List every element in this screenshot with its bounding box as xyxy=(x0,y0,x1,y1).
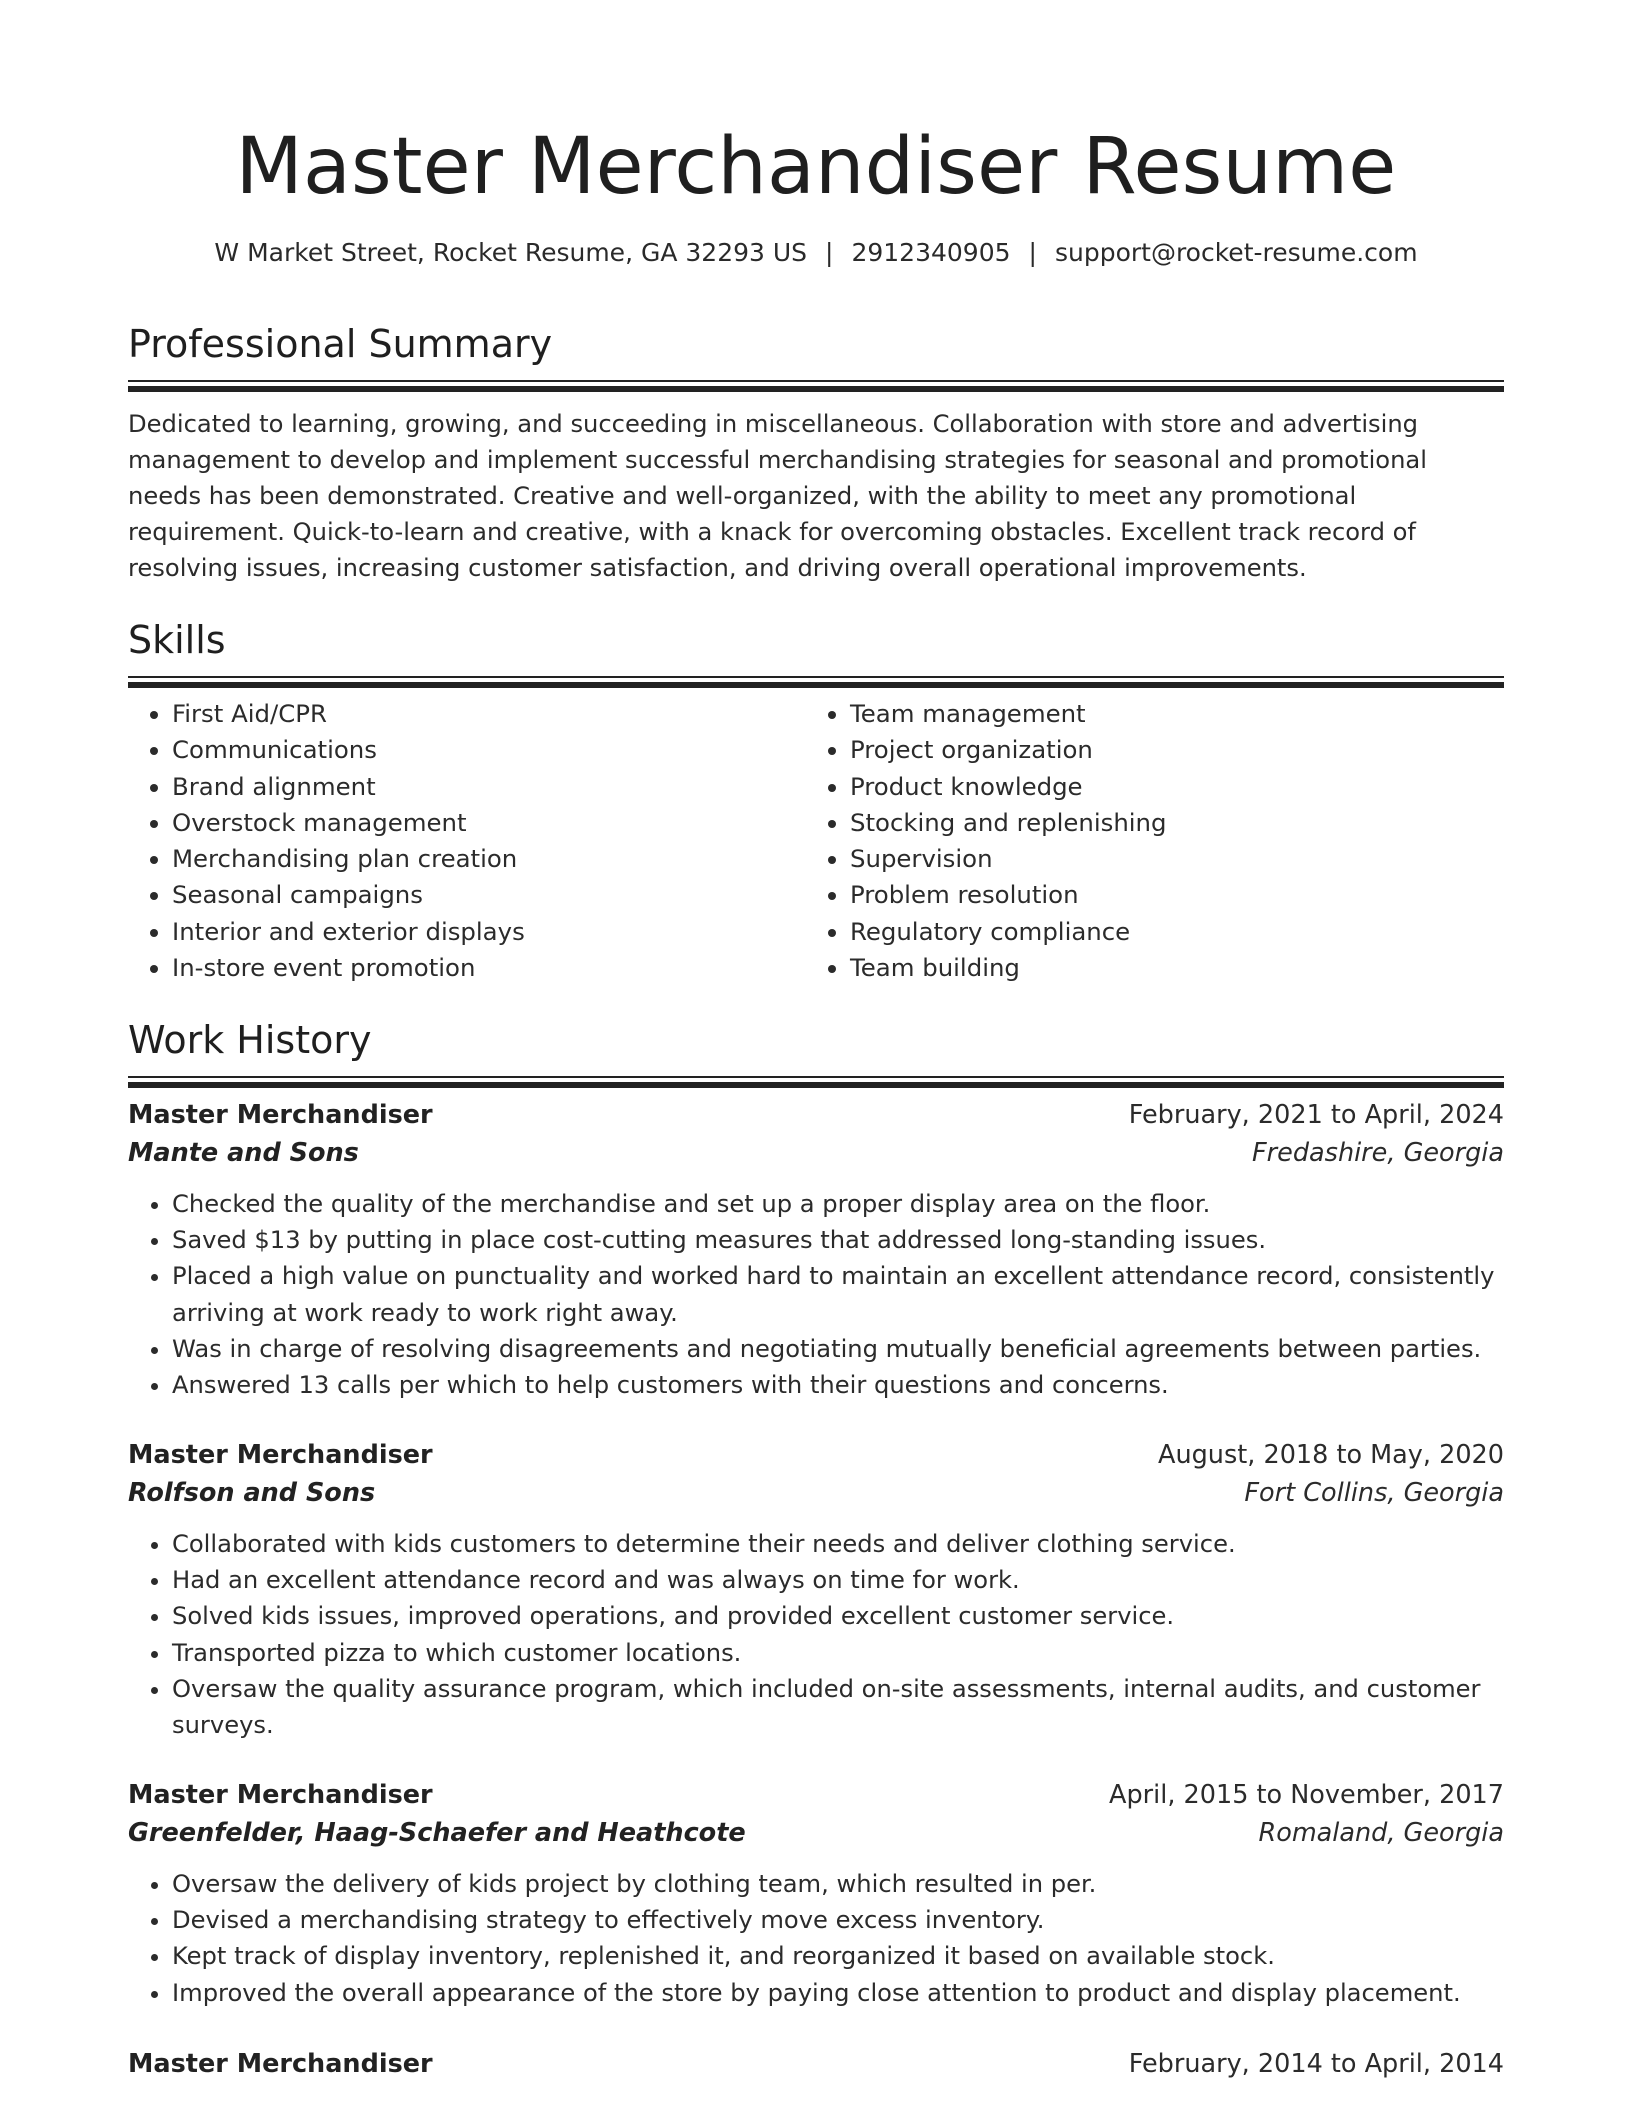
skill-item: • Product knowledge xyxy=(850,769,1484,805)
job-header-row xyxy=(128,1096,1504,1134)
job-dates: February, 2014 to April, 2014 xyxy=(1128,2049,1504,2079)
skill-item: • Communications xyxy=(172,732,806,768)
skills-list-left xyxy=(128,696,806,986)
job-location: Romaland, Georgia xyxy=(1258,1818,1504,1848)
contact-line xyxy=(128,236,1504,270)
skills-list-right xyxy=(806,696,1484,986)
job-bullet: • Transported pizza to which customer locations. xyxy=(172,1635,1504,1671)
job-company-row xyxy=(128,1134,1504,1172)
job-bullet: • Improved the overall appearance of the store by paying close attention to product and display placement. xyxy=(172,1975,1504,2011)
job-location: Fredashire, Georgia xyxy=(1252,1138,1504,1168)
job-dates: August, 2018 to May, 2020 xyxy=(1158,1440,1504,1470)
skill-item: • Seasonal campaigns xyxy=(172,877,806,913)
contact-email: support@rocket-resume.com xyxy=(1054,238,1418,267)
job-bullet: • Answered 13 calls per which to help customers with their questions and concerns. xyxy=(172,1367,1504,1403)
skill-item: • Overstock management xyxy=(172,805,806,841)
skill-item: • Project organization xyxy=(850,732,1484,768)
skill-item: • Supervision xyxy=(850,841,1484,877)
skill-item: • Interior and exterior displays xyxy=(172,914,806,950)
skills-columns xyxy=(128,696,1504,986)
section-heading: Work History xyxy=(128,1018,372,1062)
section-divider xyxy=(128,676,1504,688)
job-company: Rolfson and Sons xyxy=(128,1478,376,1508)
job-bullet: • Collaborated with kids customers to determine their needs and deliver clothing service. xyxy=(172,1526,1504,1562)
skill-item: • In-store event promotion xyxy=(172,950,806,986)
professional-summary-section xyxy=(128,320,1504,586)
job-bullet: • Placed a high value on punctuality and worked hard to maintain an excellent attendance record, consistently arriving at work ready to work right away. xyxy=(172,1258,1504,1330)
section-divider xyxy=(128,380,1504,392)
skill-item: • Problem resolution xyxy=(850,877,1484,913)
job-title: Master Merchandiser xyxy=(128,1100,433,1130)
job-dates: April, 2015 to November, 2017 xyxy=(1109,1780,1504,1810)
job-company: Mante and Sons xyxy=(128,1138,359,1168)
skill-item: • Team building xyxy=(850,950,1484,986)
section-heading: Professional Summary xyxy=(128,322,553,366)
section-divider xyxy=(128,1076,1504,1088)
job-bullet: • Saved $13 by putting in place cost-cutting measures that addressed long-standing issues. xyxy=(172,1222,1504,1258)
skill-item: • Regulatory compliance xyxy=(850,914,1484,950)
job-header-row xyxy=(128,1436,1504,1474)
job-bullet: • Had an excellent attendance record and was always on time for work. xyxy=(172,1562,1504,1598)
job-entry xyxy=(128,1096,1504,1403)
skill-item: • Team management xyxy=(850,696,1484,732)
job-title: Master Merchandiser xyxy=(128,1780,433,1810)
skill-item: • Merchandising plan creation xyxy=(172,841,806,877)
work-history-section xyxy=(128,1016,1504,2079)
resume-page xyxy=(128,0,1504,2079)
job-header-row xyxy=(128,1776,1504,1814)
job-entry xyxy=(128,2045,1504,2083)
job-company-row xyxy=(128,1814,1504,1852)
job-bullet: • Checked the quality of the merchandise and set up a proper display area on the floor. xyxy=(172,1186,1504,1222)
job-bullet: • Devised a merchandising strategy to effectively move excess inventory. xyxy=(172,1902,1504,1938)
section-heading: Skills xyxy=(128,618,226,662)
job-entry xyxy=(128,1436,1504,1743)
contact-phone: 2912340905 xyxy=(851,238,1011,267)
job-title: Master Merchandiser xyxy=(128,1440,433,1470)
job-company: Greenfelder, Haag-Schaefer and Heathcote xyxy=(128,1818,746,1848)
contact-separator: | xyxy=(1028,238,1037,267)
skill-item: • Brand alignment xyxy=(172,769,806,805)
job-title: Master Merchandiser xyxy=(128,2049,433,2079)
contact-address: W Market Street, Rocket Resume, GA 32293 US xyxy=(214,238,808,267)
skills-section xyxy=(128,616,1504,986)
resume-title: Master Merchandiser Resume xyxy=(235,122,1397,212)
job-bullet: • Oversaw the quality assurance program, which included on-site assessments, internal audits, and customer surveys. xyxy=(172,1671,1504,1743)
skill-item: • Stocking and replenishing xyxy=(850,805,1484,841)
skill-item: • First Aid/CPR xyxy=(172,696,806,732)
job-location: Fort Collins, Georgia xyxy=(1244,1478,1504,1508)
job-company-row xyxy=(128,1474,1504,1512)
job-bullet: • Oversaw the delivery of kids project by clothing team, which resulted in per. xyxy=(172,1866,1504,1902)
job-entry xyxy=(128,1776,1504,2011)
job-bullet: • Was in charge of resolving disagreements and negotiating mutually beneficial agreements between parties. xyxy=(172,1331,1504,1367)
job-bullets xyxy=(128,1526,1504,1743)
job-bullets xyxy=(128,1186,1504,1403)
job-bullet: • Solved kids issues, improved operations, and provided excellent customer service. xyxy=(172,1598,1504,1634)
job-header-row xyxy=(128,2045,1504,2083)
summary-text: Dedicated to learning, growing, and succeeding in miscellaneous. Collaboration with store and advertising management to develop and implement successful merchandising strategies for seasonal and promotional needs has been demonstrated. Creative and well-organized, with the ability to meet any promotional requirement. Quick-to-learn and creative, with a knack for overcoming obstacles. Excellent track record of resolving issues, increasing customer satisfaction, and driving overall operational improvements. xyxy=(128,410,1427,582)
job-dates: February, 2021 to April, 2024 xyxy=(1128,1100,1504,1130)
job-bullet: • Kept track of display inventory, replenished it, and reorganized it based on available stock. xyxy=(172,1938,1504,1974)
job-bullets xyxy=(128,1866,1504,2011)
contact-separator: | xyxy=(825,238,834,267)
